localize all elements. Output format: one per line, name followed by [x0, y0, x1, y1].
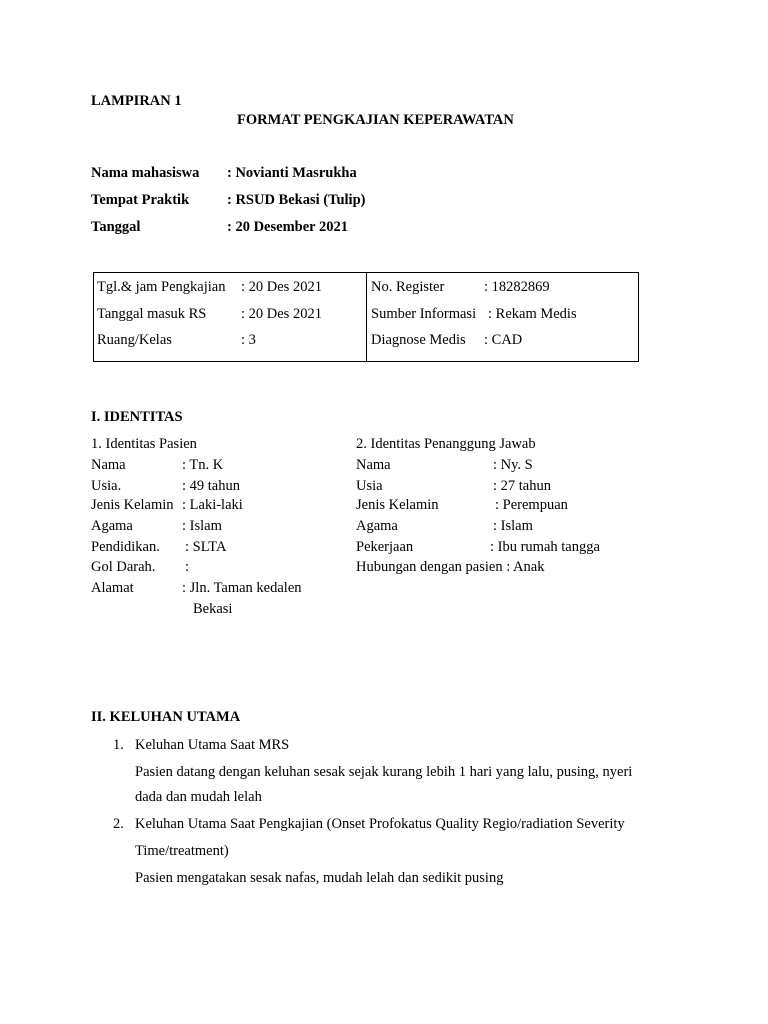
admission-date-label: Tanggal masuk RS [97, 306, 207, 322]
patient-name-value: : Tn. K [182, 457, 224, 473]
student-name-label: Nama mahasiswa [91, 165, 200, 181]
complaint-1-line-1: Pasien datang dengan keluhan sesak sejak kurang lebih 1 hari yang lalu, pusing, nyeri [135, 764, 633, 780]
patient-age-label: Usia. [91, 478, 122, 494]
patient-blood-type-label: Gol Darah. [91, 559, 156, 575]
guardian-age-value: : 27 tahun [493, 478, 551, 494]
info-source-value: : Rekam Medis [488, 306, 577, 322]
patient-address-value: : Jln. Taman kedalen [182, 580, 302, 596]
room-class-label: Ruang/Kelas [97, 332, 172, 348]
patient-education-label: Pendidikan. [91, 539, 160, 555]
register-number-value: : 18282869 [484, 279, 550, 295]
identitas-heading: I. IDENTITAS [91, 409, 183, 425]
patient-address-label: Alamat [91, 580, 134, 596]
assessment-table-divider [366, 272, 367, 362]
assessment-datetime-label: Tgl.& jam Pengkajian [97, 279, 226, 295]
assessment-datetime-value: : 20 Des 2021 [241, 279, 322, 295]
admission-date-value: : 20 Des 2021 [241, 306, 322, 322]
complaint-2-line-1: Pasien mengatakan sesak nafas, mudah lelah dan sedikit pusing [135, 870, 504, 886]
patient-address-continued: Bekasi [193, 601, 233, 617]
keluhan-heading: II. KELUHAN UTAMA [91, 709, 241, 725]
guardian-identity-heading: 2. Identitas Penanggung Jawab [356, 436, 536, 452]
guardian-gender-value: : Perempuan [495, 497, 568, 513]
patient-blood-type-value: : [185, 559, 190, 575]
complaint-1-title: Keluhan Utama Saat MRS [135, 737, 290, 753]
patient-religion-value: : Islam [182, 518, 222, 534]
guardian-age-label: Usia [356, 478, 383, 494]
guardian-occupation-value: : Ibu rumah tangga [490, 539, 600, 555]
guardian-name-value: : Ny. S [493, 457, 533, 473]
medical-diagnosis-value: : CAD [484, 332, 523, 348]
guardian-relationship: Hubungan dengan pasien : Anak [356, 559, 545, 575]
guardian-religion-label: Agama [356, 518, 398, 534]
patient-identity-heading: 1. Identitas Pasien [91, 436, 197, 452]
patient-education-value: : SLTA [185, 539, 227, 555]
complaint-2-title: Keluhan Utama Saat Pengkajian (Onset Profokatus Quality Regio/radiation Severity [135, 816, 625, 832]
guardian-occupation-label: Pekerjaan [356, 539, 414, 555]
patient-age-value: : 49 tahun [182, 478, 240, 494]
info-source-label: Sumber Informasi [371, 306, 477, 322]
patient-gender-label: Jenis Kelamin [91, 497, 174, 513]
complaint-1-line-2: dada dan mudah lelah [135, 789, 262, 805]
date-label: Tanggal [91, 219, 141, 235]
patient-name-label: Nama [91, 457, 126, 473]
guardian-name-label: Nama [356, 457, 391, 473]
guardian-gender-label: Jenis Kelamin [356, 497, 439, 513]
lampiran-label: LAMPIRAN 1 [91, 93, 182, 109]
guardian-religion-value: : Islam [493, 518, 533, 534]
room-class-value: : 3 [241, 332, 256, 348]
date-value: : 20 Desember 2021 [227, 219, 348, 235]
practice-place-label: Tempat Praktik [91, 192, 190, 208]
document-title: FORMAT PENGKAJIAN KEPERAWATAN [237, 112, 514, 128]
patient-gender-value: : Laki-laki [182, 497, 243, 513]
student-name-value: : Novianti Masrukha [227, 165, 357, 181]
register-number-label: No. Register [371, 279, 445, 295]
practice-place-value: : RSUD Bekasi (Tulip) [227, 192, 366, 208]
complaint-1-number: 1. [113, 737, 124, 753]
complaint-2-title-continued: Time/treatment) [135, 843, 229, 859]
medical-diagnosis-label: Diagnose Medis [371, 332, 466, 348]
patient-religion-label: Agama [91, 518, 133, 534]
complaint-2-number: 2. [113, 816, 124, 832]
